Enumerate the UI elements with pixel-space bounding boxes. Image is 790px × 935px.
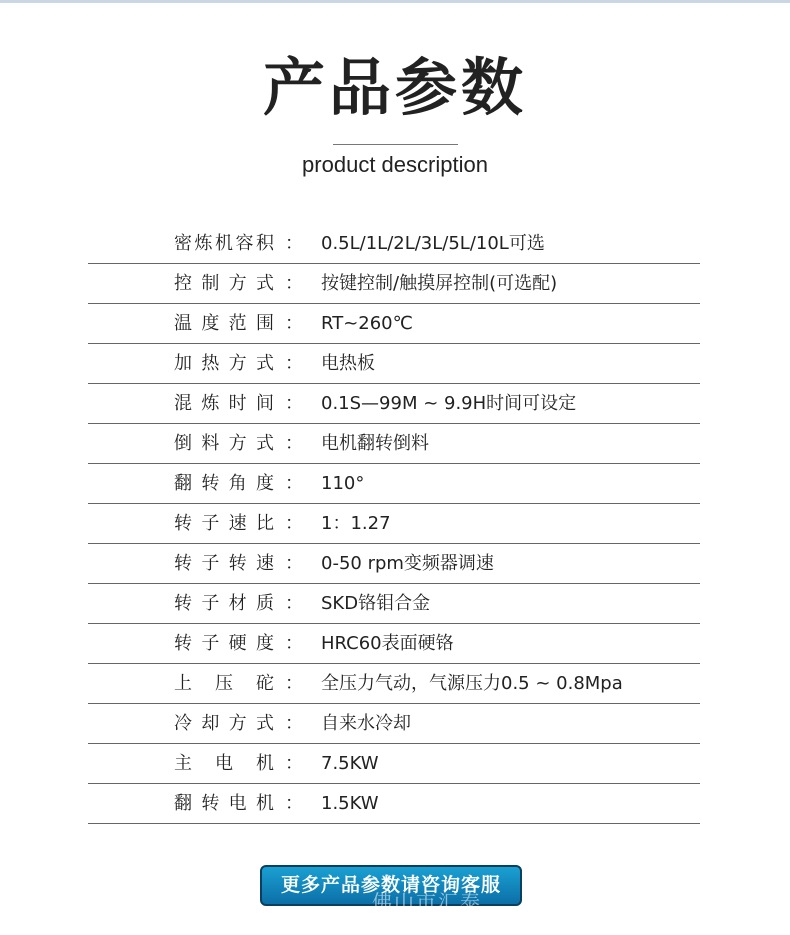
spec-value: 1：1.27 — [321, 513, 391, 534]
spec-label: 翻转电机 — [174, 793, 274, 814]
spec-label: 密炼机容积 — [174, 233, 274, 254]
spec-label: 转子硬度 — [174, 633, 274, 654]
spec-row-tilt-motor — [88, 784, 700, 824]
spec-row-control — [88, 264, 700, 304]
spec-label: 冷却方式 — [174, 713, 274, 734]
spec-value: 7.5KW — [321, 753, 379, 774]
spec-row-ram — [88, 664, 700, 704]
spec-colon: ： — [285, 313, 303, 334]
spec-colon: ： — [285, 433, 303, 454]
title-divider — [333, 144, 458, 145]
spec-colon: ： — [285, 793, 303, 814]
spec-colon: ： — [285, 673, 303, 694]
spec-colon: ： — [285, 593, 303, 614]
spec-row-rotor-hardness — [88, 624, 700, 664]
spec-value: 按键控制/触摸屏控制(可选配) — [321, 273, 558, 294]
spec-value: 0.5L/1L/2L/3L/5L/10L可选 — [321, 233, 545, 254]
spec-label: 温度范围 — [174, 313, 274, 334]
spec-label: 转子材质 — [174, 593, 274, 614]
top-rule — [0, 0, 790, 3]
spec-label: 转子转速 — [174, 553, 274, 574]
spec-value: 电机翻转倒料 — [321, 433, 429, 454]
spec-row-cooling — [88, 704, 700, 744]
spec-colon: ： — [285, 233, 303, 254]
spec-row-tilt-angle — [88, 464, 700, 504]
spec-label: 控制方式 — [174, 273, 274, 294]
spec-row-capacity — [88, 224, 700, 264]
spec-label: 加热方式 — [174, 353, 274, 374]
spec-colon: ： — [285, 273, 303, 294]
spec-colon: ： — [285, 713, 303, 734]
spec-row-rotor-ratio — [88, 504, 700, 544]
spec-row-mixing-time — [88, 384, 700, 424]
spec-value: 自来水冷却 — [321, 713, 411, 734]
spec-label: 倒料方式 — [174, 433, 274, 454]
spec-value: 0.1S—99M ~ 9.9H时间可设定 — [321, 393, 577, 414]
spec-label: 主电机 — [174, 753, 274, 774]
spec-colon: ： — [285, 473, 303, 494]
spec-row-rotor-material — [88, 584, 700, 624]
spec-value: 全压力气动，气源压力0.5 ~ 0.8Mpa — [321, 673, 623, 694]
spec-row-temperature — [88, 304, 700, 344]
spec-value: 0-50 rpm变频器调速 — [321, 553, 494, 574]
spec-value: 1.5KW — [321, 793, 379, 814]
spec-label: 上压砣 — [174, 673, 274, 694]
spec-colon: ： — [285, 553, 303, 574]
spec-label: 混炼时间 — [174, 393, 274, 414]
spec-label: 翻转角度 — [174, 473, 274, 494]
spec-table — [88, 224, 700, 824]
spec-label: 转子速比 — [174, 513, 274, 534]
consult-customer-service-button[interactable]: 更多产品参数请咨询客服 — [260, 865, 522, 906]
spec-colon: ： — [285, 513, 303, 534]
spec-colon: ： — [285, 393, 303, 414]
company-watermark: 佛山市汇泰 — [372, 890, 482, 914]
spec-row-rotor-speed — [88, 544, 700, 584]
spec-row-discharge — [88, 424, 700, 464]
spec-colon: ： — [285, 633, 303, 654]
spec-value: 110° — [321, 473, 365, 494]
spec-row-main-motor — [88, 744, 700, 784]
spec-row-heating — [88, 344, 700, 384]
page-title: 产品参数 — [262, 51, 527, 124]
spec-value: SKD铬钼合金 — [321, 593, 431, 614]
spec-colon: ： — [285, 353, 303, 374]
spec-value: RT~260℃ — [321, 313, 413, 334]
spec-value: HRC60表面硬铬 — [321, 633, 454, 654]
spec-colon: ： — [285, 753, 303, 774]
spec-value: 电热板 — [321, 353, 375, 374]
page-subtitle: product description — [302, 152, 488, 177]
